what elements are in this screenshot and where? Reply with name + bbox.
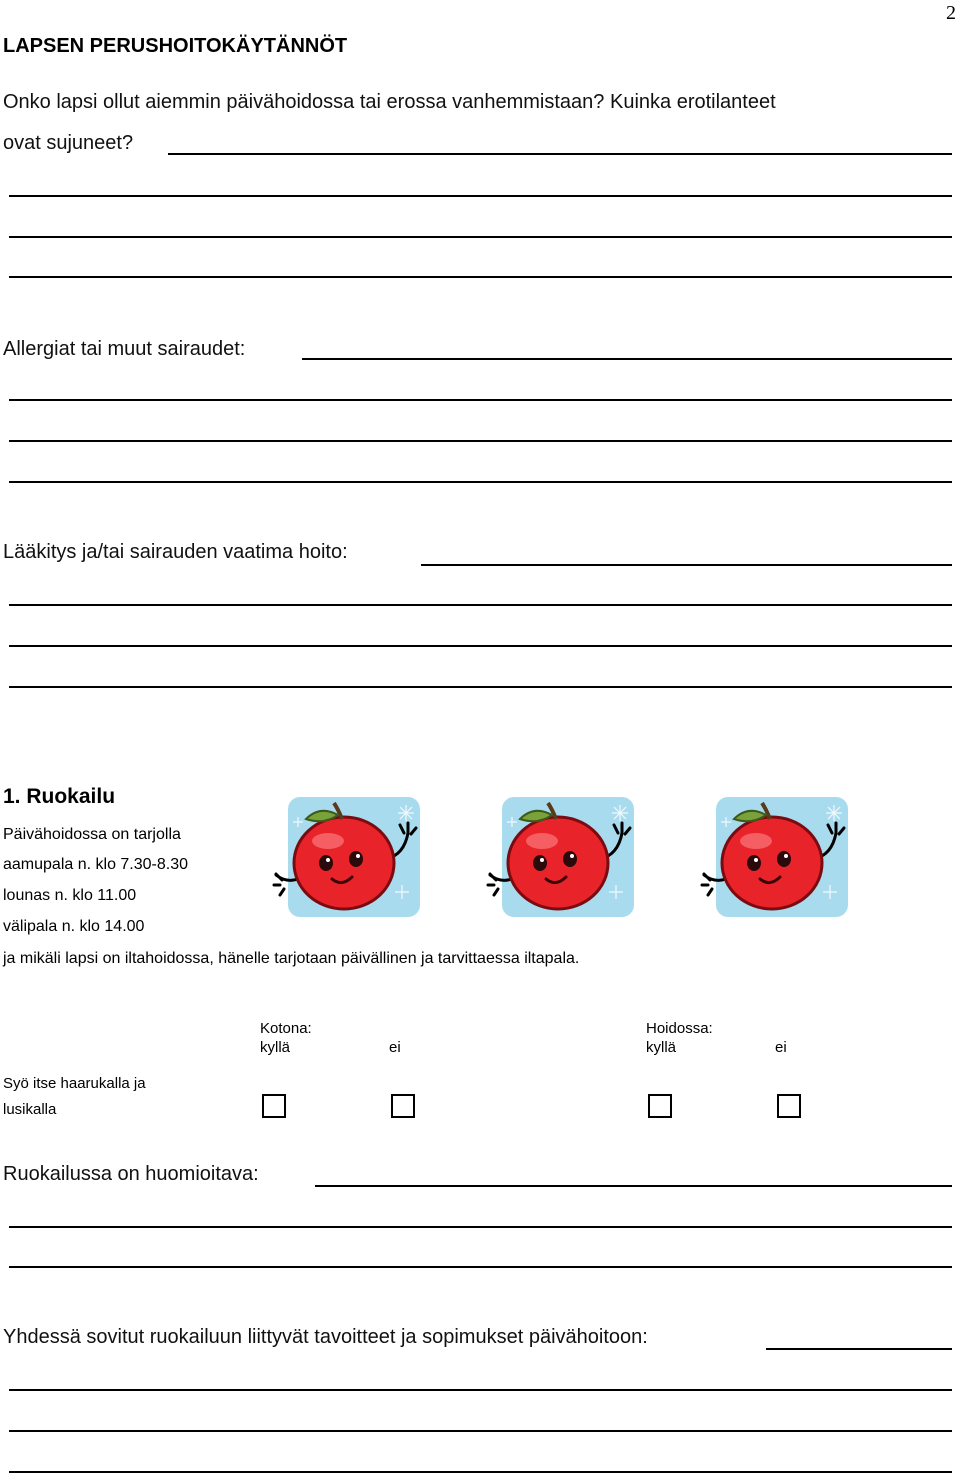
home-yes-checkbox[interactable] [262, 1094, 286, 1118]
lunch-time: lounas n. klo 11.00 [3, 887, 137, 904]
allergies-label: Allergiat tai muut sairaudet: [3, 338, 246, 360]
answer-line[interactable] [9, 645, 952, 647]
answer-line[interactable] [9, 276, 952, 278]
dietary-answer-line[interactable] [315, 1185, 952, 1187]
goals-answer-line[interactable] [766, 1348, 952, 1350]
evening-meal-note: ja mikäli lapsi on iltahoidossa, hänelle tarjotaan päivällinen ja tarvittaessa iltapala. [3, 950, 580, 967]
answer-line[interactable] [9, 236, 952, 238]
answer-line[interactable] [9, 1430, 952, 1432]
meals-heading: 1. Ruokailu [3, 785, 116, 808]
answer-line[interactable] [9, 1389, 952, 1391]
answer-line[interactable] [9, 399, 952, 401]
answer-line[interactable] [9, 1266, 952, 1268]
answer-line[interactable] [9, 686, 952, 688]
medication-answer-line[interactable] [421, 564, 952, 566]
care-yes-checkbox[interactable] [648, 1094, 672, 1118]
previous-care-question-line1: Onko lapsi ollut aiemmin päivähoidossa tai erossa vanhemmistaan? Kuinka erotilanteet [3, 91, 776, 113]
answer-line[interactable] [9, 195, 952, 197]
apple-mascot-icon [482, 797, 642, 919]
allergies-answer-line[interactable] [302, 358, 952, 360]
home-yes-label: kyllä [260, 1039, 291, 1056]
home-no-checkbox[interactable] [391, 1094, 415, 1118]
answer-line[interactable] [9, 1226, 952, 1228]
care-yes-label: kyllä [646, 1039, 677, 1056]
care-no-label: ei [775, 1039, 787, 1056]
answer-line[interactable] [9, 440, 952, 442]
snack-time: välipala n. klo 14.00 [3, 918, 145, 935]
section-title: LAPSEN PERUSHOITOKÄYTÄNNÖT [3, 35, 348, 57]
breakfast-time: aamupala n. klo 7.30-8.30 [3, 856, 189, 873]
home-no-label: ei [389, 1039, 401, 1056]
home-column-label: Kotona: [260, 1020, 312, 1037]
answer-line[interactable] [168, 153, 952, 155]
meals-intro: Päivähoidossa on tarjolla [3, 826, 181, 843]
answer-line[interactable] [9, 481, 952, 483]
apple-mascot-icon [696, 797, 856, 919]
page-number: 2 [946, 2, 956, 24]
self-feeding-label-line2: lusikalla [3, 1101, 57, 1118]
answer-line[interactable] [9, 1471, 952, 1473]
goals-label: Yhdessä sovitut ruokailuun liittyvät tavoitteet ja sopimukset päivähoitoon: [3, 1326, 648, 1348]
care-column-label: Hoidossa: [646, 1020, 713, 1037]
apple-mascot-icon [268, 797, 428, 919]
medication-label: Lääkitys ja/tai sairauden vaatima hoito: [3, 541, 348, 563]
self-feeding-label-line1: Syö itse haarukalla ja [3, 1075, 146, 1092]
previous-care-question-line2: ovat sujuneet? [3, 132, 134, 154]
dietary-notes-label: Ruokailussa on huomioitava: [3, 1163, 259, 1185]
care-no-checkbox[interactable] [777, 1094, 801, 1118]
answer-line[interactable] [9, 604, 952, 606]
